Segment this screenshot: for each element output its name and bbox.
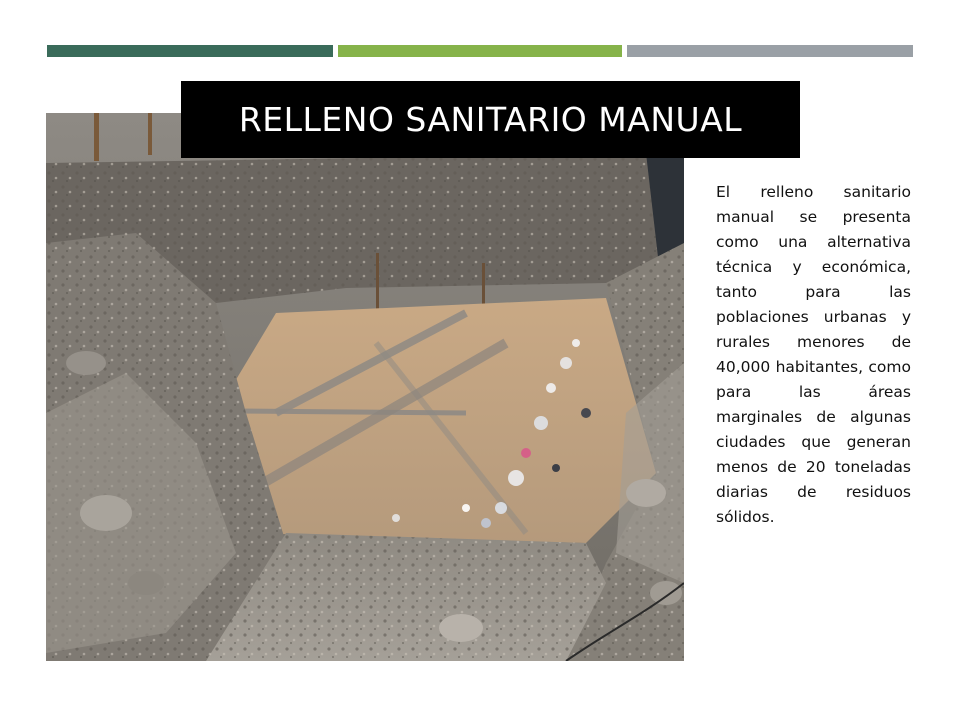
accent-bar-dark-green [47, 45, 333, 57]
accent-bar-gray [627, 45, 913, 57]
accent-bar-light-green [338, 45, 622, 57]
landfill-trench-illustration [46, 113, 684, 661]
landfill-trench-photo [46, 113, 684, 661]
slide-body-text: El relleno sanitario manual se presenta como una alternativa técnica y económica, tanto para las poblaciones urbanas y rurales menores de 40,000 habitantes, como para las áreas marginales de algunas ciudades que generan menos de 20 toneladas diarias de residuos sólidos. [716, 183, 911, 526]
title-banner [181, 81, 800, 158]
slide-title: RELLENO SANITARIO MANUAL [238, 100, 743, 139]
